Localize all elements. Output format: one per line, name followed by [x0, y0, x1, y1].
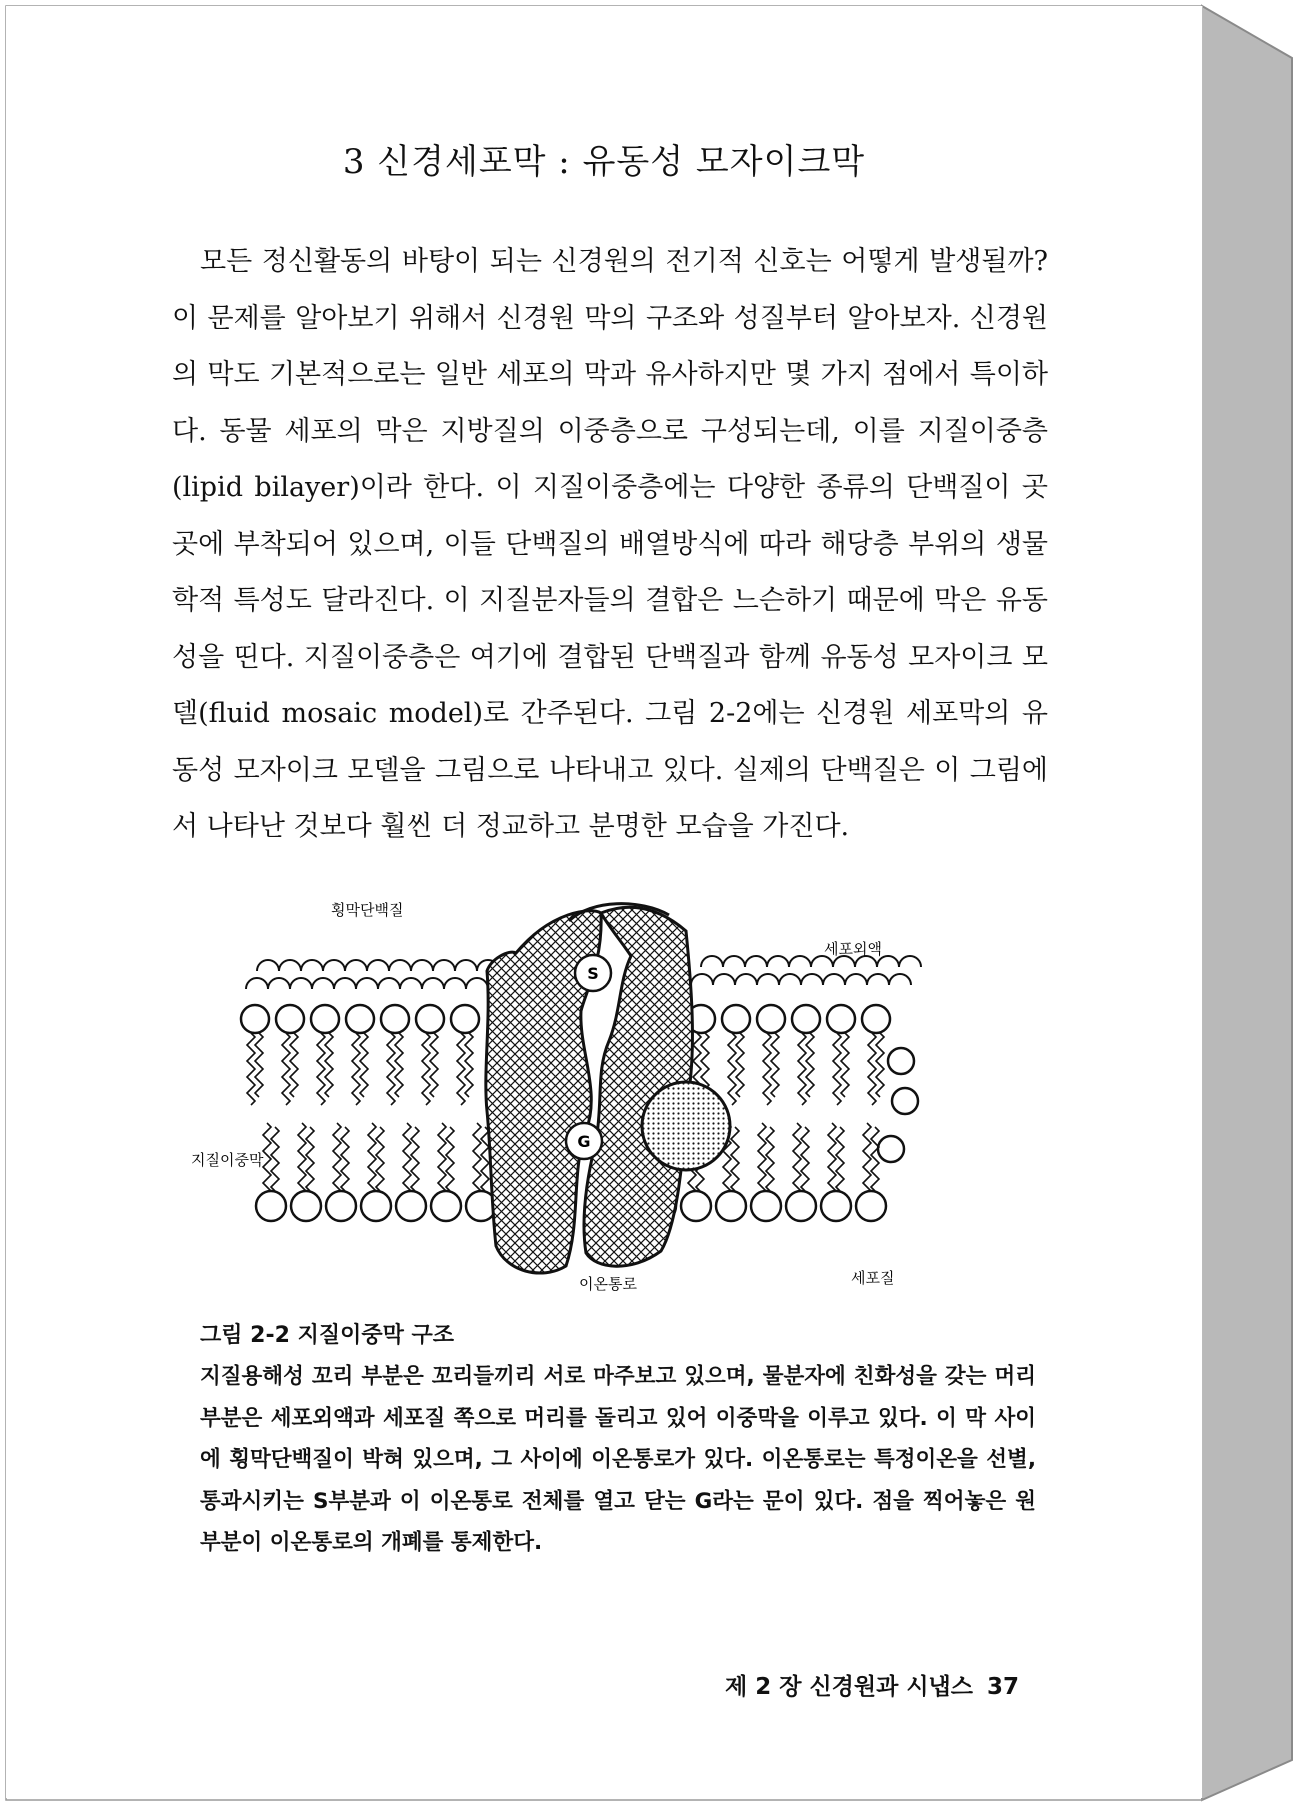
arch-head [301, 960, 323, 971]
lipid-head [716, 1191, 746, 1221]
lipid-tail [411, 1127, 419, 1191]
membrane-diagram [191, 901, 1051, 1301]
lipid-head [722, 1005, 750, 1033]
lipid-tail [876, 1033, 884, 1097]
arch-head [845, 974, 867, 985]
lipid-tail [736, 1033, 744, 1097]
lipid-tail [317, 1033, 325, 1105]
page-number: 37 [986, 1674, 1019, 1700]
arch-head [889, 974, 911, 985]
lipid-tail [771, 1033, 779, 1097]
arch-head [757, 974, 779, 985]
lipid-tail [438, 1123, 446, 1195]
arch-head [345, 960, 367, 971]
lipid-head [821, 1191, 851, 1221]
lipid-tail [271, 1127, 279, 1191]
lipid-tail [282, 1033, 290, 1105]
lipid-tail [828, 1123, 836, 1195]
lipid-tail [290, 1033, 298, 1097]
body-text [172, 234, 1048, 856]
lipid-head [892, 1088, 918, 1114]
arch-head [713, 974, 735, 985]
arch-head [279, 960, 301, 971]
figure-caption-title: 그림 2-2 지질이중막 구조 [200, 1323, 454, 1348]
arch-head [411, 960, 433, 971]
lipid-tail [801, 1127, 809, 1191]
lipid-tail [247, 1033, 255, 1105]
arch-head [389, 960, 411, 971]
lipid-head [416, 1005, 444, 1033]
lipid-tail [333, 1123, 341, 1195]
lipid-tail [403, 1123, 411, 1195]
s-gate-label: S [587, 964, 599, 983]
lipid-tail [473, 1123, 481, 1195]
arch-head [257, 960, 279, 971]
chapter-title: 제 2 장 신경원과 시냅스 [724, 1674, 973, 1700]
lipid-tail [806, 1033, 814, 1097]
lipid-head [681, 1191, 711, 1221]
lipid-tail [863, 1123, 871, 1195]
figure-caption-text: 지질용해성 꼬리 부분은 꼬리들끼리 서로 마주보고 있으며, 물분자에 친화성을 갖는 머리 부분은 세포외액과 세포질 쪽으로 머리를 돌리고 있어 이중막을 이루고 있다. 이 막 사이에 횡막단백질이 박혀 있으며, 그 사이에 이온통로가 있다. 이온통로는 특정이온을 선별, 통과시키는 S부분과 이 이온통로 전체를 열고 닫는 G라는 문이 있다. 점을 찍어놓은 원부분이 이온통로의 개폐를 통제한다. [200, 1364, 1036, 1555]
lipid-tail [465, 1033, 473, 1097]
lipid-tail [387, 1033, 395, 1105]
lipid-head [757, 1005, 785, 1033]
arch-head [867, 974, 889, 985]
lipid-head [311, 1005, 339, 1033]
arch-head [290, 978, 312, 989]
extracellular-label: 세포외액 [824, 940, 882, 958]
body-paragraph: 모든 정신활동의 바탕이 되는 신경원의 전기적 신호는 어떻게 발생될까? 이 문제를 알아보기 위해서 신경원 막의 구조와 성질부터 알아보자. 신경원의 막도 기본적으로는 일반 세포의 막과 유사하지만 몇 가지 점에서 특이하다. 동물 세포의 막은 지방질의 이중층으로 구성되는데, 이를 지질이중층(lipid bilayer)이라 한다. 이 지질이중층에는 다양한 종류의 단백질이 곳곳에 부착되어 있으며, 이들 단백질의 배열방식에 따라 해당층 부위의 생물학적 특성도 달라진다. 이 지질분자들의 결합은 느슨하기 때문에 막은 유동성을 띤다. 지질이중층은 여기에 결합된 단백질과 함께 유동성 모자이크 모델(fluid mosaic model)로 간주된다. 그림 2-2에는 신경원 세포막의 유동성 모자이크 모델을 그림으로 나타내고 있다. 실제의 단백질은 이 그림에서 나타난 것보다 훨씬 더 정교하고 분명한 모습을 가진다. [172, 246, 1048, 842]
lipid-tail [422, 1033, 430, 1105]
lipid-head [396, 1191, 426, 1221]
lipid-tail [758, 1123, 766, 1195]
lipid-head [878, 1136, 904, 1162]
lipid-bilayer-figure [191, 901, 1051, 1301]
ion-channel-label: 이온통로 [579, 1275, 637, 1293]
lipid-tail [446, 1127, 454, 1191]
lipid-tail [731, 1127, 739, 1191]
lipid-tail [263, 1123, 271, 1195]
lipid-head [346, 1005, 374, 1033]
lipid-tail [306, 1127, 314, 1191]
arch-head [323, 960, 345, 971]
lipid-head [291, 1191, 321, 1221]
lipid-head [256, 1191, 286, 1221]
section-title: 3 신경세포막 : 유동성 모자이크막 [342, 142, 866, 182]
lipid-tail [833, 1033, 841, 1105]
arch-head [378, 978, 400, 989]
lipid-tail [841, 1033, 849, 1097]
lipid-head [862, 1005, 890, 1033]
lipid-head [431, 1191, 461, 1221]
lipid-tail [360, 1033, 368, 1097]
lipid-tail [325, 1033, 333, 1097]
book-page [6, 6, 1203, 1798]
lipid-head [361, 1191, 391, 1221]
lipid-head [888, 1048, 914, 1074]
lipid-tail [255, 1033, 263, 1097]
lipid-tail [341, 1127, 349, 1191]
lipid-bilayer-label: 지질이중막 [191, 1151, 264, 1169]
lipid-tail [766, 1127, 774, 1191]
lipid-head [381, 1005, 409, 1033]
lipid-tail [728, 1033, 736, 1105]
lipid-head [451, 1005, 479, 1033]
lipid-tail [298, 1123, 306, 1195]
arch-head [789, 956, 811, 967]
arch-head [246, 978, 268, 989]
lipid-tail [376, 1127, 384, 1191]
lipid-tail [430, 1033, 438, 1097]
arch-head [823, 974, 845, 985]
arch-head [466, 978, 488, 989]
arch-head [444, 978, 466, 989]
lipid-tail [352, 1033, 360, 1105]
lipid-tail [368, 1123, 376, 1195]
arch-head [334, 978, 356, 989]
gating-sphere [642, 1082, 730, 1170]
lipid-tail [457, 1033, 465, 1105]
arch-head [367, 960, 389, 971]
arch-head [691, 974, 713, 985]
lipid-tail [395, 1033, 403, 1097]
lipid-head [827, 1005, 855, 1033]
lipid-tail [798, 1033, 806, 1105]
g-gate-label: G [577, 1132, 591, 1151]
arch-head [779, 974, 801, 985]
lipid-head [276, 1005, 304, 1033]
arch-head [433, 960, 455, 971]
lipid-tail [763, 1033, 771, 1105]
arch-head [455, 960, 477, 971]
lipid-tail [836, 1127, 844, 1191]
transmembrane-protein-label: 횡막단백질 [331, 901, 404, 919]
arch-head [400, 978, 422, 989]
arch-head [767, 956, 789, 967]
lipid-head [326, 1191, 356, 1221]
lipid-head [856, 1191, 886, 1221]
arch-head [801, 974, 823, 985]
lipid-head [786, 1191, 816, 1221]
arch-head [735, 974, 757, 985]
arch-head [723, 956, 745, 967]
arch-head [268, 978, 290, 989]
lipid-head [241, 1005, 269, 1033]
arch-head [312, 978, 334, 989]
lipid-tail [871, 1127, 879, 1191]
lipid-head [751, 1191, 781, 1221]
arch-head [356, 978, 378, 989]
arch-head [899, 956, 921, 967]
arch-head [422, 978, 444, 989]
arch-head [745, 956, 767, 967]
lipid-head [792, 1005, 820, 1033]
page-footer [696, 1668, 1019, 1701]
cytoplasm-label: 세포질 [851, 1269, 895, 1287]
lipid-tail [793, 1123, 801, 1195]
arch-head [701, 956, 723, 967]
lipid-tail [868, 1033, 876, 1105]
